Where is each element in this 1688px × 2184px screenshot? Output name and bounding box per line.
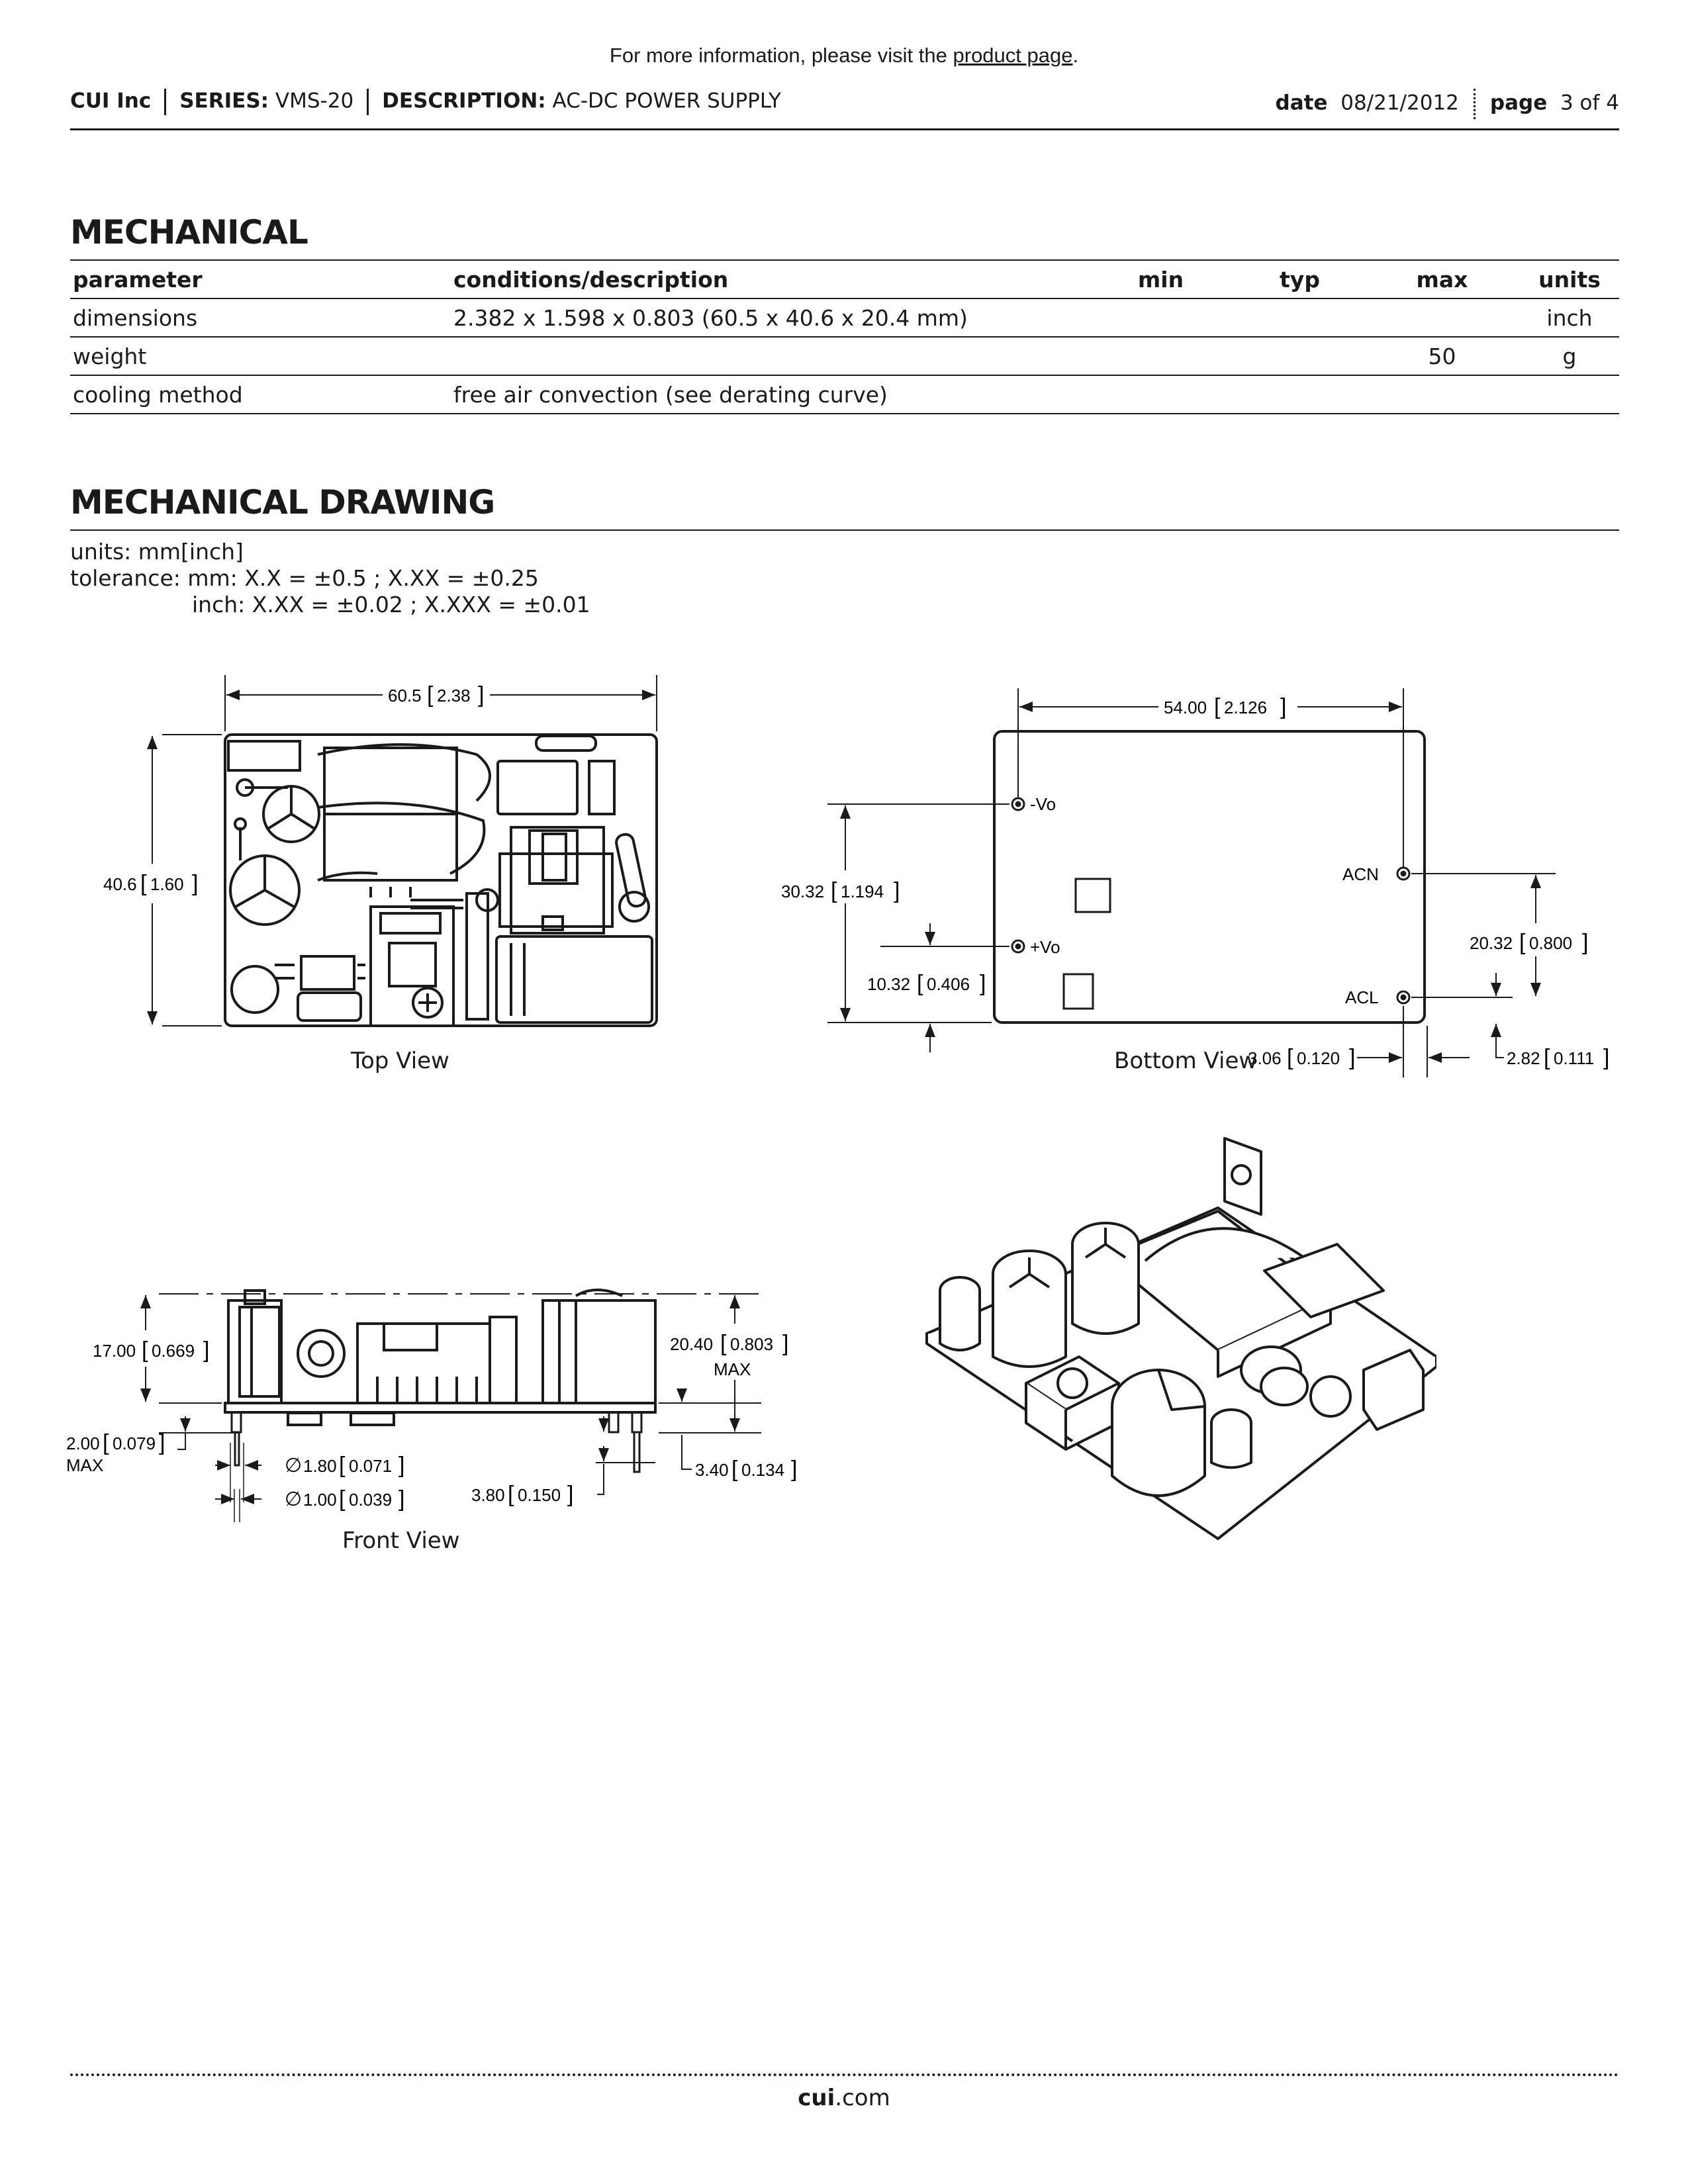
cell-min	[1086, 337, 1235, 375]
svg-text:[: [	[917, 971, 923, 996]
bottom-view-label: Bottom View	[1114, 1048, 1258, 1074]
front-view-components	[228, 1290, 655, 1425]
cell-min	[1086, 375, 1235, 414]
svg-text:[: [	[831, 878, 837, 903]
pin-label-acl: ACL	[1345, 987, 1379, 1007]
dim-pin-length1-in: 0.150	[518, 1485, 561, 1505]
header-divider	[367, 89, 369, 115]
dim-body-height-mm: 17.00	[93, 1341, 136, 1361]
svg-text:]: ]	[791, 1457, 798, 1482]
svg-text:]: ]	[1582, 930, 1589, 955]
col-parameter: parameter	[70, 260, 451, 298]
dim-vo-pos-mm: 10.32	[867, 974, 911, 994]
notice-text: For more information, please visit the	[609, 44, 953, 67]
svg-text:]: ]	[894, 878, 900, 903]
dim-acn-offset-in: 0.120	[1297, 1048, 1340, 1068]
section-title-mechanical: MECHANICAL	[70, 213, 308, 251]
mechanical-table	[70, 259, 1619, 414]
pin-label-vo-neg: -Vo	[1030, 794, 1056, 814]
svg-text:]: ]	[567, 1482, 574, 1507]
dim-pin-length1-mm: 3.80	[471, 1485, 505, 1505]
cell-typ	[1235, 375, 1364, 414]
table-row	[70, 375, 1619, 414]
pin-label-acn: ACN	[1342, 864, 1379, 884]
dim-height-in: 1.60	[150, 874, 184, 894]
date-value: 08/21/2012	[1340, 91, 1459, 115]
svg-text:[: [	[508, 1482, 514, 1507]
footer-domain[interactable]: .com	[835, 2085, 890, 2111]
dim-pin-length2-in: 0.134	[741, 1460, 785, 1480]
cell-conditions	[451, 337, 1086, 375]
dim-standoff-mm: 2.00	[66, 1433, 100, 1453]
svg-text:]: ]	[980, 971, 986, 996]
dim-standoff-in: 0.079	[113, 1433, 156, 1453]
svg-text:[: [	[140, 871, 147, 896]
front-view-drawing	[66, 1271, 834, 1549]
svg-text:]: ]	[159, 1430, 165, 1455]
col-conditions: conditions/description	[451, 260, 1086, 298]
description-value: AC-DC POWER SUPPLY	[552, 89, 781, 113]
svg-text:]: ]	[203, 1338, 210, 1363]
top-view-components	[228, 736, 652, 1026]
dim-ac-spacing-mm: 20.32	[1470, 933, 1513, 953]
cell-min	[1086, 298, 1235, 337]
diameter-symbol: ∅	[285, 1488, 303, 1510]
dim-acl-offset-mm: 2.82	[1507, 1048, 1540, 1068]
drawing-title-rule	[70, 529, 1619, 531]
cell-typ	[1235, 337, 1364, 375]
dim-pin-dia2-in: 0.039	[349, 1490, 393, 1510]
series-value: VMS-20	[275, 89, 354, 113]
svg-text:]: ]	[1280, 694, 1287, 719]
dim-pin-dia1-mm: 1.80	[303, 1456, 337, 1476]
front-view-label: Front View	[342, 1527, 460, 1554]
bottom-view-drawing	[781, 662, 1642, 1085]
cell-parameter: cooling method	[70, 375, 451, 414]
dim-pin-spacing-mm: 54.00	[1164, 698, 1207, 717]
cell-parameter: dimensions	[70, 298, 451, 337]
footer-dotted-rule	[70, 2073, 1619, 2076]
dim-vo-pos-in: 0.406	[927, 974, 970, 994]
header-rule	[70, 128, 1619, 130]
dim-pin-dia1-in: 0.071	[349, 1456, 393, 1476]
series-label: SERIES:	[179, 89, 269, 113]
header-right	[1276, 89, 1619, 119]
units-text: units: mm[inch]	[70, 539, 244, 565]
cell-max	[1364, 375, 1520, 414]
dim-vo-height-in: 1.194	[841, 882, 884, 901]
svg-text:]: ]	[399, 1486, 405, 1512]
date-label: date	[1275, 91, 1328, 115]
svg-text:[: [	[103, 1430, 109, 1455]
svg-text:]: ]	[782, 1331, 789, 1356]
cell-max: 50	[1364, 337, 1520, 375]
header-dotted-divider	[1474, 89, 1476, 119]
dim-width-mm: 60.5	[388, 686, 422, 705]
header-divider	[164, 89, 166, 115]
cell-units: g	[1520, 337, 1619, 375]
dim-pin-dia2-mm: 1.00	[303, 1490, 337, 1510]
section-title-mechanical-drawing: MECHANICAL DRAWING	[70, 483, 495, 522]
svg-text:[: [	[1287, 1045, 1293, 1070]
pin-label-vo-pos: +Vo	[1030, 937, 1060, 957]
page-label: page	[1489, 91, 1548, 115]
table-header-row	[70, 260, 1619, 298]
cell-units: inch	[1520, 298, 1619, 337]
dim-total-height-max: MAX	[714, 1359, 751, 1379]
svg-text:]: ]	[478, 682, 485, 707]
col-min: min	[1086, 260, 1235, 298]
col-max: max	[1364, 260, 1520, 298]
col-typ: typ	[1235, 260, 1364, 298]
dim-pin-length2-mm: 3.40	[695, 1460, 729, 1480]
svg-text:[: [	[142, 1338, 148, 1363]
svg-text:[: [	[720, 1331, 727, 1356]
cell-conditions: 2.382 x 1.598 x 0.803 (60.5 x 40.6 x 20.4 mm)	[451, 298, 1086, 337]
bottom-pad	[1064, 974, 1093, 1009]
notice-suffix: .	[1072, 44, 1079, 67]
document-header	[70, 89, 1619, 115]
tolerance-mm-text: tolerance: mm: X.X = ±0.5 ; X.XX = ±0.25	[70, 565, 539, 591]
board-edge	[225, 1403, 655, 1412]
svg-text:[: [	[731, 1457, 738, 1482]
dim-total-height-in: 0.803	[730, 1334, 774, 1354]
table-row	[70, 337, 1619, 375]
svg-text:[: [	[1544, 1045, 1550, 1070]
dim-acl-offset-in: 0.111	[1554, 1048, 1595, 1068]
table-row	[70, 298, 1619, 337]
dim-total-height-mm: 20.40	[670, 1334, 714, 1354]
svg-text:]: ]	[192, 871, 199, 896]
diameter-symbol: ∅	[285, 1455, 303, 1477]
dim-acn-offset-mm: 3.06	[1248, 1048, 1282, 1068]
dim-body-height-in: 0.669	[152, 1341, 195, 1361]
svg-text:]: ]	[1603, 1045, 1610, 1070]
page-value: 3 of 4	[1560, 91, 1619, 115]
description-label: DESCRIPTION:	[382, 89, 546, 113]
dim-standoff-max: MAX	[66, 1455, 104, 1475]
svg-text:]: ]	[399, 1453, 405, 1478]
isometric-product-drawing	[907, 1132, 1436, 1542]
dim-height-mm: 40.6	[103, 874, 137, 894]
svg-text:[: [	[339, 1453, 346, 1478]
cell-conditions: free air convection (see derating curve)	[451, 375, 1086, 414]
dim-width-in: 2.38	[437, 686, 471, 705]
cell-typ	[1235, 298, 1364, 337]
dim-ac-spacing-in: 0.800	[1529, 933, 1573, 953]
footer	[0, 2085, 1688, 2111]
svg-text:[: [	[427, 682, 434, 707]
product-page-link[interactable]: product page	[953, 44, 1073, 67]
info-notice	[0, 44, 1688, 68]
col-units: units	[1520, 260, 1619, 298]
svg-text:[: [	[1519, 930, 1526, 955]
svg-text:[: [	[1214, 694, 1221, 719]
cell-max	[1364, 298, 1520, 337]
tolerance-inch-text: inch: X.XX = ±0.02 ; X.XXX = ±0.01	[192, 592, 590, 617]
cell-units	[1520, 375, 1619, 414]
company-name: CUI Inc	[70, 89, 152, 113]
cell-parameter: weight	[70, 337, 451, 375]
bottom-pad	[1076, 879, 1110, 912]
svg-text:[: [	[339, 1486, 346, 1512]
svg-text:]: ]	[1349, 1045, 1356, 1070]
top-view-label: Top View	[351, 1048, 449, 1074]
top-view-drawing	[66, 662, 702, 1072]
dim-vo-height-mm: 30.32	[781, 882, 825, 901]
dim-pin-spacing-in: 2.126	[1224, 698, 1268, 717]
units-tolerance-block	[70, 539, 590, 618]
footer-brand[interactable]: cui	[798, 2085, 835, 2111]
